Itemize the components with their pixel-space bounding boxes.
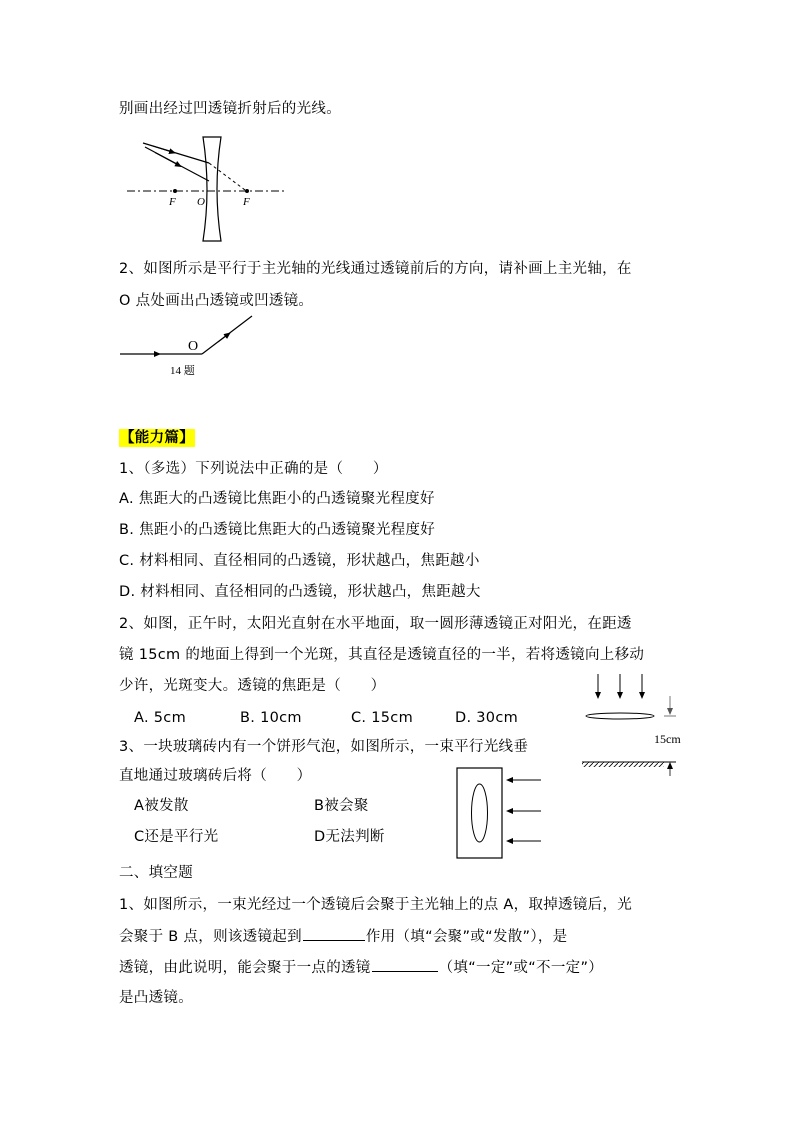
ability-q3-line2: 直地通过玻璃砖后将（ ）	[119, 768, 312, 784]
ability-q3-option-c: C还是平行光	[134, 829, 219, 845]
fill-q1-line4: 是凸透镜。	[119, 990, 193, 1006]
ability-q3-option-b: B被会聚	[314, 798, 369, 814]
fill-q1-line3: 透镜，由此说明，能会聚于一点的透镜 （填“一定”或“不一定”）	[119, 957, 603, 978]
ability-q1-option-c: C. 材料相同、直径相同的凸透镜，形状越凸，焦距越小	[119, 553, 480, 569]
ability-q2-line3: 少许，光斑变大。透镜的焦距是（ ）	[119, 678, 386, 694]
figure-caption: 14 题	[170, 365, 195, 377]
ability-q2-line1: 2、如图，正午时，太阳光直射在水平地面，取一圆形薄透镜正对阳光，在距透	[119, 616, 632, 632]
sunlight-lens-figure	[578, 668, 688, 778]
focus-label-right: F	[243, 196, 250, 208]
ability-q3-option-d: D无法判断	[314, 829, 385, 845]
lens-ray-figure	[118, 310, 268, 380]
ability-q1-option-b: B. 焦距小的凸透镜比焦距大的凸透镜聚光程度好	[119, 522, 436, 538]
ability-q2-option-d: D. 30cm	[455, 710, 519, 726]
q2-text-line1: 2、如图所示是平行于主光轴的光线通过透镜前后的方向，请补画上主光轴，在	[119, 261, 632, 277]
ability-q1-option-d: D. 材料相同、直径相同的凸透镜，形状越凸，焦距越大	[119, 584, 481, 600]
point-o-label: O	[188, 339, 199, 354]
q2-text-line2: O 点处画出凸透镜或凹透镜。	[119, 293, 314, 309]
distance-label: 15cm	[654, 732, 681, 746]
focus-label-left: F	[169, 196, 176, 208]
ability-q1-option-a: A. 焦距大的凸透镜比焦距小的凸透镜聚光程度好	[119, 491, 435, 507]
concave-lens-figure	[125, 135, 295, 245]
center-label: O	[197, 196, 205, 208]
ability-q3-line1: 3、一块玻璃砖内有一个饼形气泡，如图所示，一束平行光线垂	[119, 739, 529, 755]
ability-q1-stem: 1、（多选）下列说法中正确的是（ ）	[119, 461, 388, 477]
answer-blank-1[interactable]	[303, 926, 365, 941]
ability-q2-option-b: B. 10cm	[240, 710, 302, 726]
question-text-tail: 别画出经过凹透镜折射后的光线。	[119, 101, 341, 117]
ability-q3-option-a: A被发散	[134, 798, 189, 814]
ability-q2-line2: 镜 15cm 的地面上得到一个光斑，其直径是透镜直径的一半，若将透镜向上移动	[119, 647, 645, 663]
answer-blank-2[interactable]	[372, 957, 438, 972]
ability-q2-option-c: C. 15cm	[351, 710, 413, 726]
fill-q1-line2: 会聚于 B 点，则该透镜起到 作用（填“会聚”或“发散”），是	[119, 926, 567, 947]
glass-brick-figure	[455, 766, 555, 861]
fill-q1-line1: 1、如图所示，一束光经过一个透镜后会聚于主光轴上的点 A，取掉透镜后，光	[119, 897, 633, 913]
ability-q2-option-a: A. 5cm	[134, 710, 187, 726]
section-title-fill: 二、填空题	[119, 865, 193, 881]
section-title-ability: 【能力篇】	[120, 430, 194, 446]
